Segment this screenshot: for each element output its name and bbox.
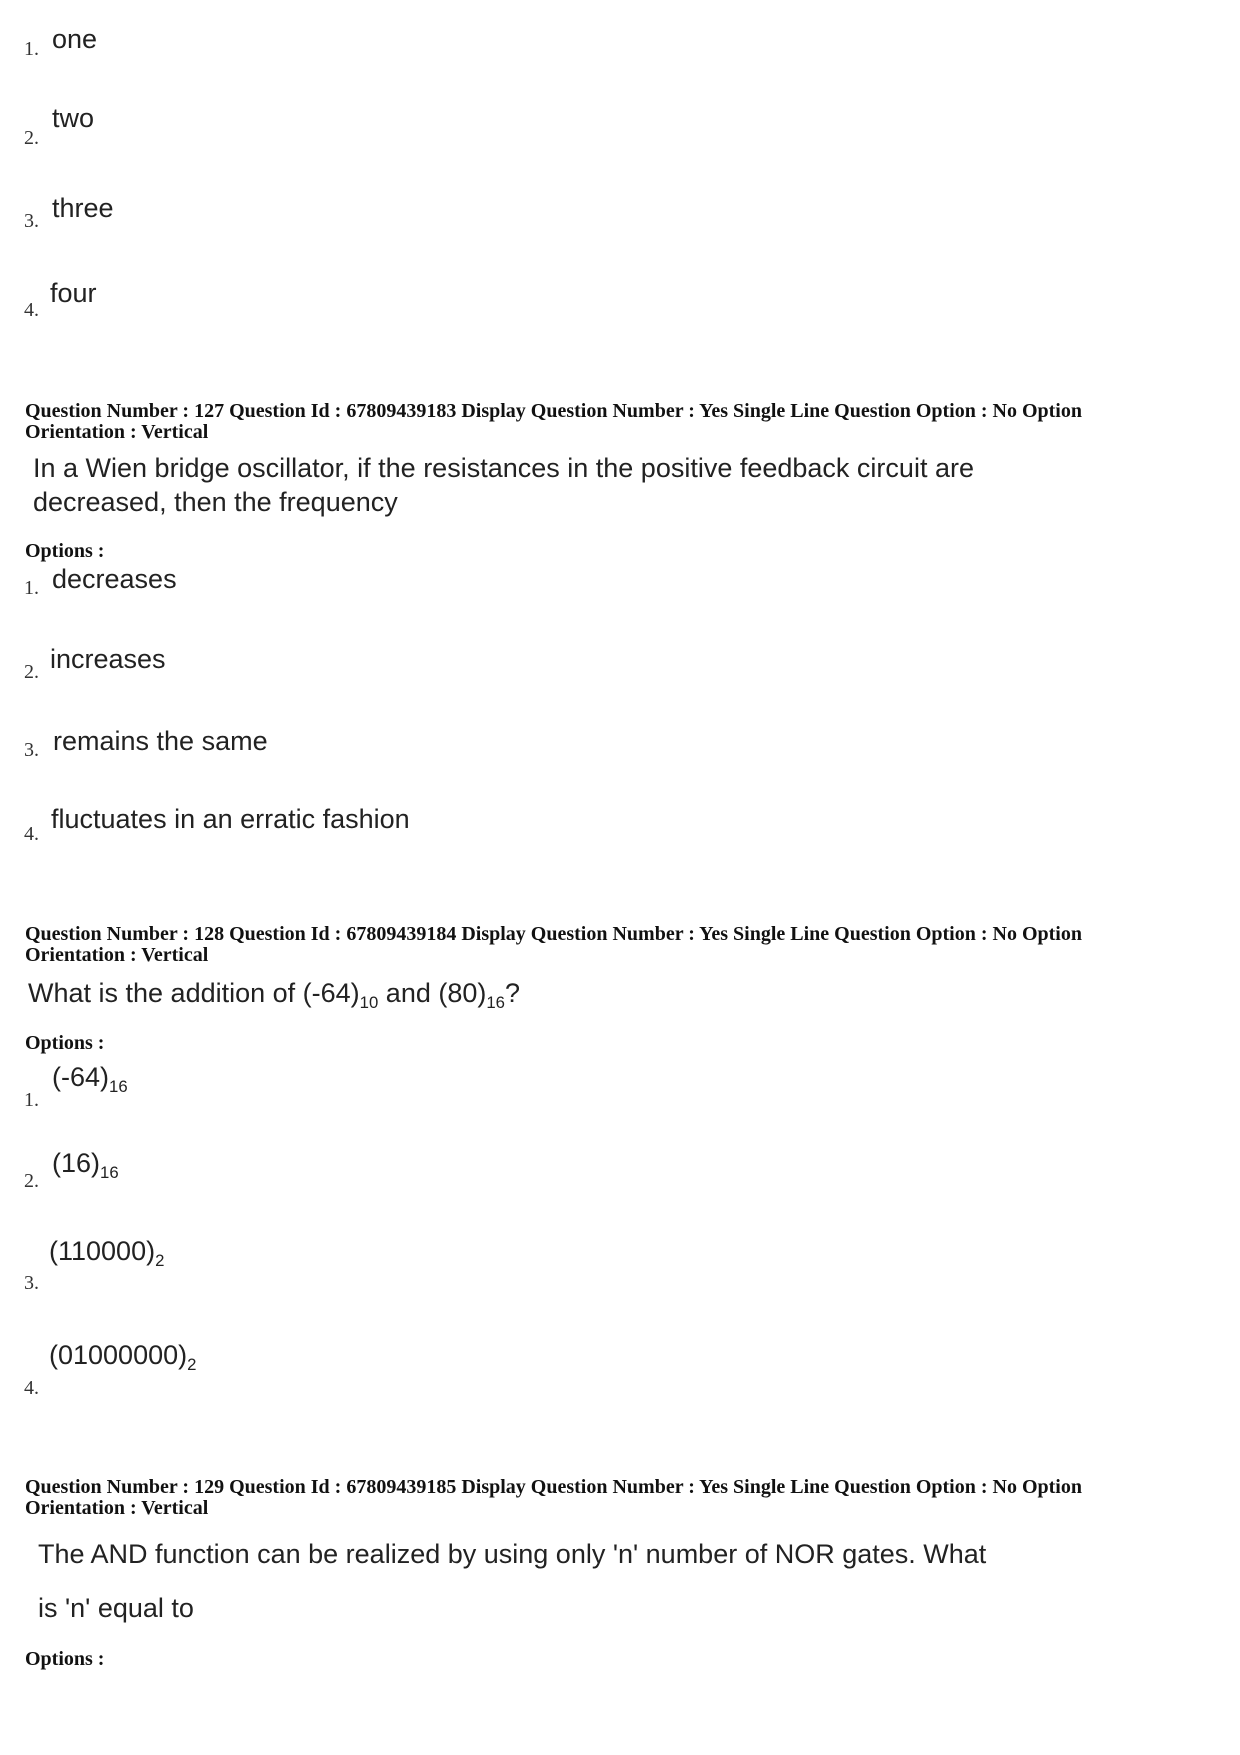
option-number: 1. xyxy=(24,38,39,60)
question-text xyxy=(38,1536,986,1626)
question-text-line: decreased, then the frequency xyxy=(33,487,398,517)
option-text xyxy=(52,1062,128,1096)
question-meta xyxy=(25,924,1215,966)
option-number: 2. xyxy=(24,1170,39,1192)
option-number: 1. xyxy=(24,577,39,599)
question-text-line: In a Wien bridge oscillator, if the resistances in the positive feedback circuit are xyxy=(33,453,974,483)
option-text xyxy=(49,1236,165,1270)
option-text xyxy=(52,1148,119,1182)
question-meta-line: Question Number : 129 Question Id : 67809439185 Display Question Number : Yes Single Line Question Option : No Option xyxy=(25,1476,1082,1498)
subscript: 2 xyxy=(187,1354,197,1374)
question-text-line: The AND function can be realized by using only 'n' number of NOR gates. What xyxy=(38,1539,987,1569)
option-number: 3. xyxy=(24,1272,39,1294)
question-text-part: ? xyxy=(505,978,521,1008)
question-text xyxy=(33,451,974,519)
option-text xyxy=(49,1340,197,1374)
option-text: two xyxy=(52,103,95,133)
question-meta xyxy=(25,401,1215,443)
options-label: Options : xyxy=(25,1032,105,1054)
option-text: remains the same xyxy=(53,726,268,756)
option-text: increases xyxy=(50,644,166,674)
option-number: 3. xyxy=(24,210,39,232)
subscript: 16 xyxy=(486,992,505,1012)
option-number: 3. xyxy=(24,739,39,761)
subscript: 10 xyxy=(359,992,379,1012)
question-meta-line: Orientation : Vertical xyxy=(25,1497,209,1519)
option-text: fluctuates in an erratic fashion xyxy=(51,804,410,834)
option-number: 2. xyxy=(24,661,39,683)
question-meta-line: Orientation : Vertical xyxy=(25,944,209,966)
question-meta xyxy=(25,1477,1215,1519)
option-number: 2. xyxy=(24,127,39,149)
subscript: 2 xyxy=(155,1250,165,1270)
question-text-part: What is the addition of (-64) xyxy=(28,978,360,1008)
options-label: Options : xyxy=(25,1648,105,1670)
option-text: one xyxy=(52,24,98,54)
option-value: (16) xyxy=(52,1148,101,1178)
question-text-part: and (80) xyxy=(378,978,487,1008)
option-value: (01000000) xyxy=(49,1340,188,1370)
option-text: three xyxy=(52,193,114,223)
subscript: 16 xyxy=(109,1076,128,1096)
question-meta-line: Question Number : 128 Question Id : 67809439184 Display Question Number : Yes Single Line Question Option : No Option xyxy=(25,923,1082,945)
option-number: 4. xyxy=(24,1377,39,1399)
option-text: four xyxy=(50,278,97,308)
question-meta-line: Orientation : Vertical xyxy=(25,421,209,443)
option-number: 4. xyxy=(24,823,39,845)
option-number: 4. xyxy=(24,299,39,321)
question-meta-line: Question Number : 127 Question Id : 67809439183 Display Question Number : Yes Single Line Question Option : No Option xyxy=(25,400,1082,422)
question-text xyxy=(28,976,520,1010)
subscript: 16 xyxy=(100,1162,119,1182)
option-number: 1. xyxy=(24,1089,39,1111)
options-label: Options : xyxy=(25,540,105,562)
question-text-line: is 'n' equal to xyxy=(38,1593,194,1623)
option-text: decreases xyxy=(52,564,177,594)
option-value: (110000) xyxy=(49,1236,156,1266)
option-value: (-64) xyxy=(52,1062,110,1092)
